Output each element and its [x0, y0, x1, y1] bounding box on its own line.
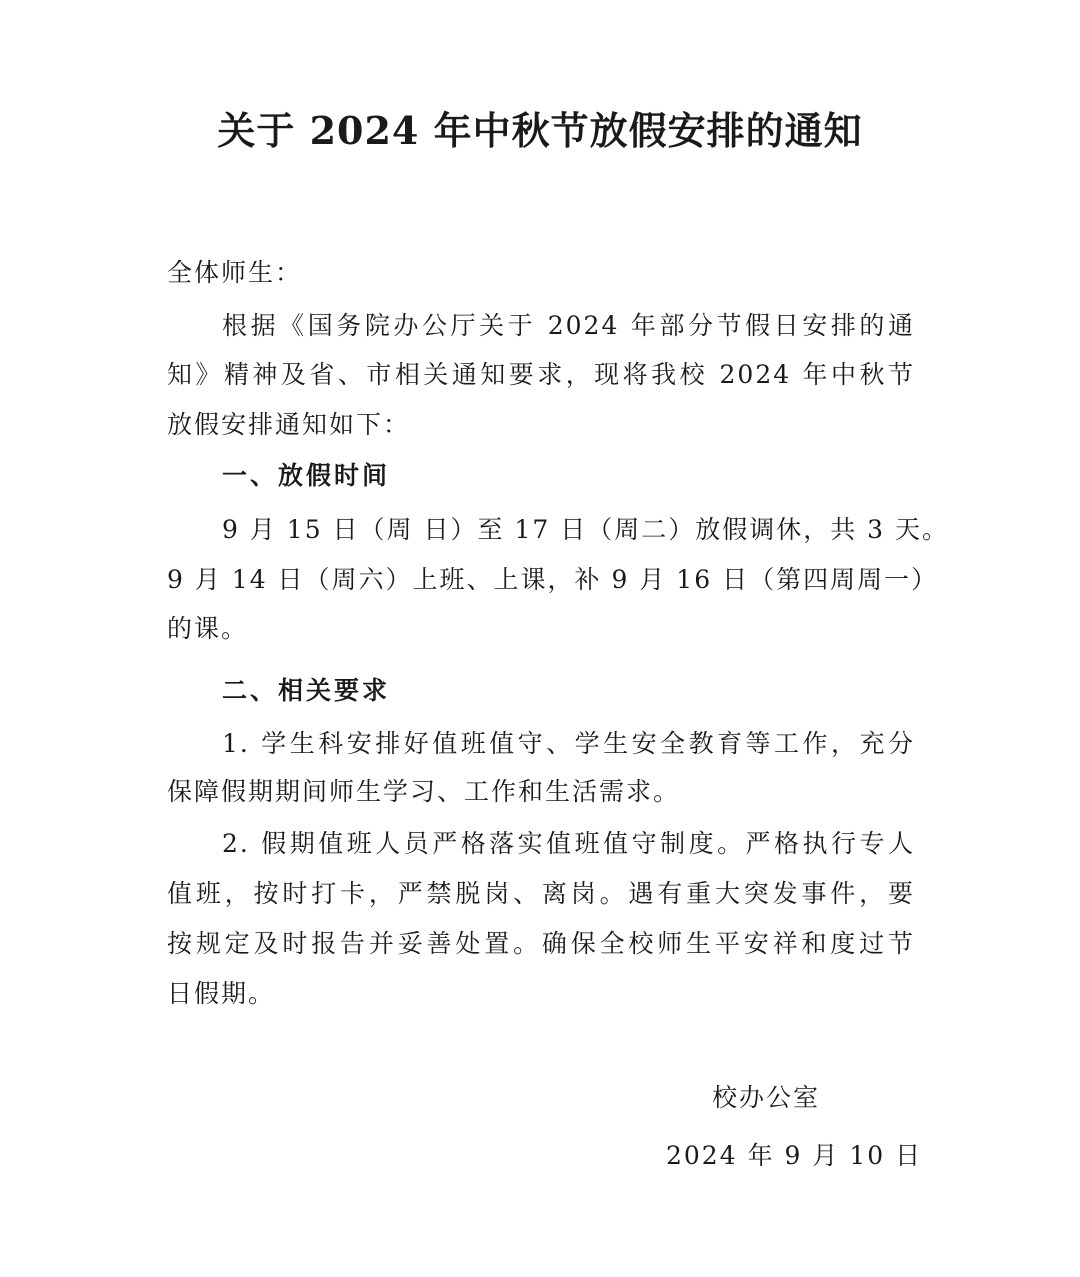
section-heading-holiday-time: 一、放假时间 — [222, 461, 391, 490]
requirement-2-line-2: 值班，按时打卡，严禁脱岗、离岗。遇有重大突发事件，要 — [167, 879, 915, 908]
intro-line-1: 根据《国务院办公厅关于 2024 年部分节假日安排的通 — [222, 311, 915, 340]
requirement-2-line-1: 2. 假期值班人员严格落实值班值守制度。严格执行专人 — [222, 829, 915, 858]
holiday-time-line-1: 9 月 15 日（周 日）至 17 日（周二）放假调休，共 3 天。 — [222, 515, 950, 544]
intro-line-2: 知》精神及省、市相关通知要求，现将我校 2024 年中秋节 — [167, 360, 915, 389]
requirement-1-line-2: 保障假期期间师生学习、工作和生活需求。 — [167, 777, 681, 806]
salutation: 全体师生： — [167, 258, 303, 287]
requirement-2-line-4: 日假期。 — [167, 979, 276, 1008]
requirement-2-line-3: 按规定及时报告并妥善处置。确保全校师生平安祥和度过节 — [167, 929, 915, 958]
intro-line-3: 放假安排通知如下： — [167, 410, 411, 439]
signature-office: 校办公室 — [712, 1083, 821, 1112]
document-title: 关于 2024 年中秋节放假安排的通知 — [217, 108, 863, 153]
section-heading-requirements: 二、相关要求 — [222, 676, 391, 705]
requirement-1-line-1: 1. 学生科安排好值班值守、学生安全教育等工作，充分 — [222, 729, 915, 758]
holiday-time-line-3: 的课。 — [167, 614, 249, 643]
holiday-time-line-2: 9 月 14 日（周六）上班、上课，补 9 月 16 日（第四周周一） — [167, 565, 939, 594]
signature-date: 2024 年 9 月 10 日 — [666, 1141, 923, 1170]
